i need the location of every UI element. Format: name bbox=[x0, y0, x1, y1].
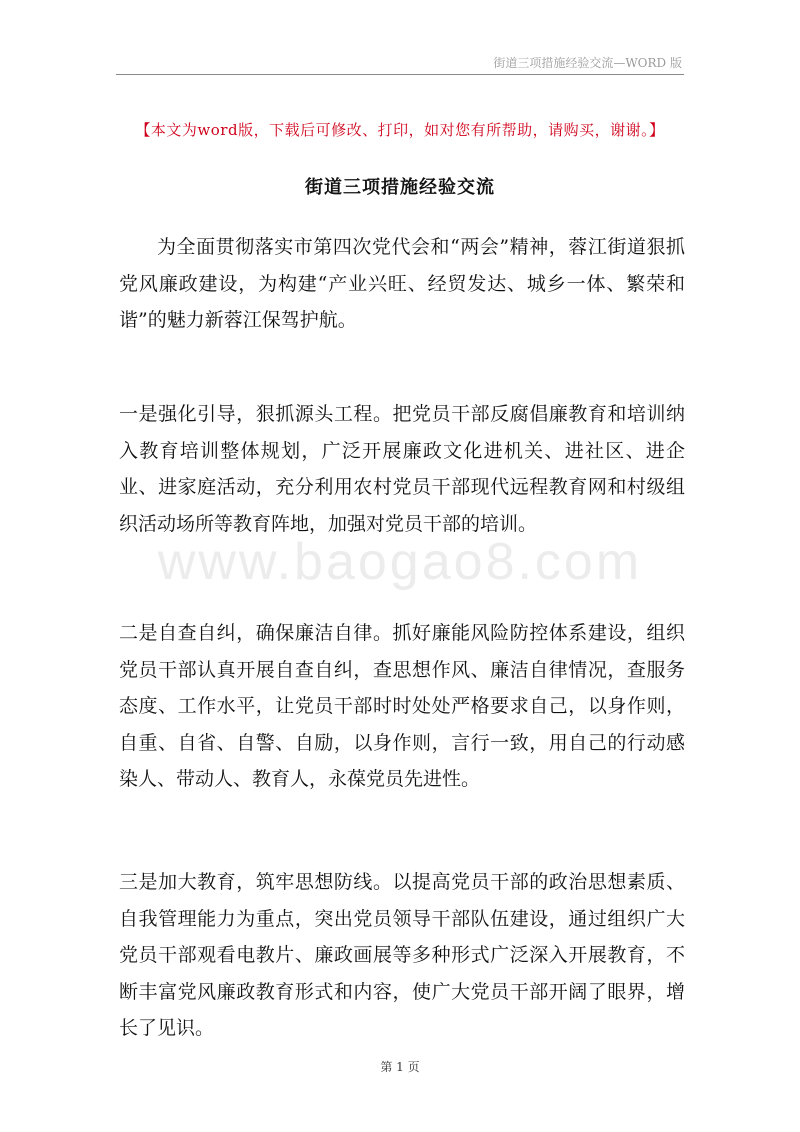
purchase-notice: 【本文为word版，下载后可修改、打印，如对您有所帮助，请购买，谢谢。】 bbox=[135, 121, 665, 139]
paragraph-measure-three: 三是加大教育，筑牢思想防线。以提高党员干部的政治思想素质、自我管理能力为重点，突出党员领导干部队伍建设，通过组织广大党员干部观看电教片、廉政画展等多种形式广泛深入开展教育，不断丰富党风廉政教育形式和内容，使广大党员干部开阔了眼界，增长了见识。 bbox=[119, 871, 685, 1039]
paragraph-intro: 为全面贯彻落实市第四次党代会和“两会”精神，蓉江街道狠抓党风廉政建设，为构建“产业兴旺、经贸发达、城乡一体、繁荣和谐”的魅力新蓉江保驾护航。 bbox=[119, 236, 685, 331]
page-number: 第 1 页 bbox=[380, 1060, 420, 1074]
running-header: 街道三项措施经验交流—WORD 版 bbox=[493, 56, 682, 70]
watermark: www.baogao8.com bbox=[157, 533, 643, 591]
paragraph-measure-one: 一是强化引导，狠抓源头工程。把党员干部反腐倡廉教育和培训纳入教育培训整体规划，广泛开展廉政文化进机关、进社区、进企业、进家庭活动，充分利用农村党员干部现代远程教育网和村级组织活动场所等教育阵地，加强对党员干部的培训。 bbox=[119, 403, 685, 535]
paragraph-measure-two: 二是自查自纠，确保廉洁自律。抓好廉能风险防控体系建设，组织党员干部认真开展自查自纠，查思想作风、廉洁自律情况，查服务态度、工作水平，让党员干部时时处处严格要求自己，以身作则，自重、自省、自警、自励，以身作则，言行一致，用自己的行动感染人、带动人、教育人，永葆党员先进性。 bbox=[119, 622, 685, 790]
document-title: 街道三项措施经验交流 bbox=[305, 177, 495, 198]
header-divider bbox=[116, 74, 684, 75]
